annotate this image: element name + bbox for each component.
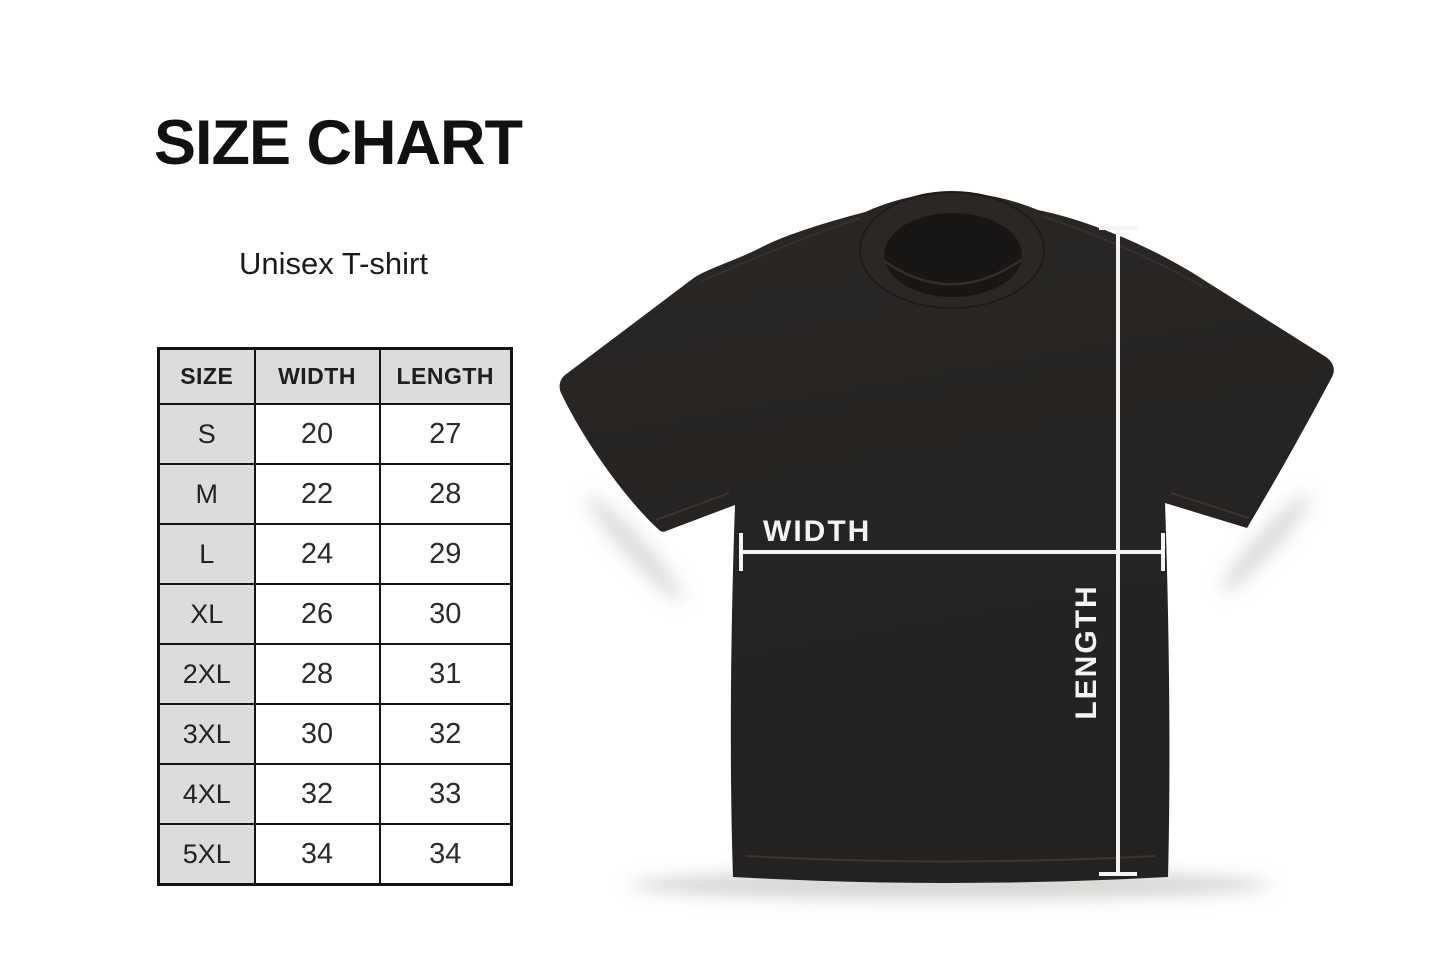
- product-subtitle: Unisex T-shirt: [239, 246, 428, 281]
- cell-size: 5XL: [159, 824, 255, 885]
- col-header-width: WIDTH: [255, 349, 380, 405]
- cell-width: 20: [255, 404, 380, 464]
- cell-length: 32: [380, 704, 512, 764]
- table-row: [159, 404, 512, 464]
- table-row: [159, 644, 512, 704]
- size-table-header: [159, 349, 512, 405]
- cell-size: M: [159, 464, 255, 524]
- cell-width: 32: [255, 764, 380, 824]
- cell-size: 4XL: [159, 764, 255, 824]
- size-table: [157, 347, 513, 886]
- cell-width: 34: [255, 824, 380, 885]
- table-row: [159, 524, 512, 584]
- cell-width: 30: [255, 704, 380, 764]
- tshirt-diagram: [550, 158, 1350, 958]
- cell-length: 27: [380, 404, 512, 464]
- cell-length: 31: [380, 644, 512, 704]
- cell-width: 28: [255, 644, 380, 704]
- col-header-size: SIZE: [159, 349, 255, 405]
- size-table-body: [159, 404, 512, 885]
- page-title: SIZE CHART: [154, 108, 522, 178]
- header-row: [159, 349, 512, 405]
- cell-size: S: [159, 404, 255, 464]
- cell-size: 3XL: [159, 704, 255, 764]
- table-row: [159, 464, 512, 524]
- cell-length: 28: [380, 464, 512, 524]
- length-label: LENGTH: [1069, 584, 1103, 720]
- table-row: [159, 764, 512, 824]
- cell-width: 26: [255, 584, 380, 644]
- collar: [860, 192, 1044, 308]
- cell-width: 22: [255, 464, 380, 524]
- table-row: [159, 704, 512, 764]
- cell-length: 33: [380, 764, 512, 824]
- width-label: WIDTH: [763, 515, 872, 548]
- cell-length: 34: [380, 824, 512, 885]
- cell-size: 2XL: [159, 644, 255, 704]
- cell-length: 30: [380, 584, 512, 644]
- cell-size: XL: [159, 584, 255, 644]
- table-row: [159, 584, 512, 644]
- cell-length: 29: [380, 524, 512, 584]
- cell-width: 24: [255, 524, 380, 584]
- cell-size: L: [159, 524, 255, 584]
- col-header-length: LENGTH: [380, 349, 512, 405]
- table-row: [159, 824, 512, 885]
